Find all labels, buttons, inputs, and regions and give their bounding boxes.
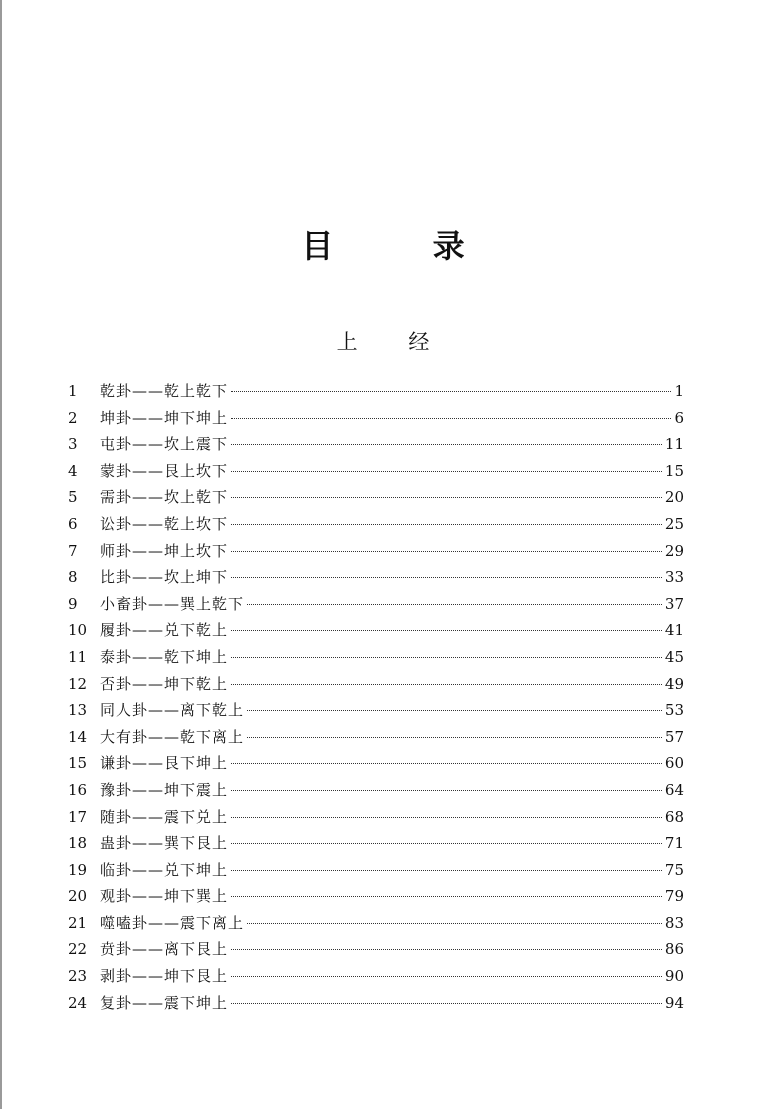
toc-entry[interactable]	[68, 938, 684, 965]
entry-page: 79	[664, 887, 684, 906]
entry-title: 剥卦——坤下艮上	[100, 967, 229, 986]
entry-title: 否卦——坤下乾上	[100, 674, 229, 693]
toc-entry[interactable]	[68, 806, 684, 833]
toc-entry[interactable]	[68, 832, 684, 859]
toc-entry[interactable]	[68, 752, 684, 779]
entry-number: 22	[68, 940, 88, 959]
section-heading: 上 经	[336, 330, 452, 354]
entry-page: 33	[664, 568, 684, 587]
entry-title: 师卦——坤上坎下	[100, 541, 229, 560]
page-edge	[0, 0, 2, 1109]
entry-number: 16	[68, 780, 88, 799]
toc-entry[interactable]	[68, 646, 684, 673]
entry-page: 90	[664, 967, 684, 986]
entry-number: 1	[68, 382, 78, 400]
toc-entry[interactable]	[68, 380, 684, 407]
entry-number: 2	[68, 408, 78, 427]
entry-page: 41	[664, 621, 684, 640]
toc-entry[interactable]	[68, 699, 684, 726]
entry-number: 24	[68, 993, 88, 1012]
entry-title: 比卦——坎上坤下	[100, 568, 229, 587]
dot-leader	[231, 817, 662, 818]
entry-title: 谦卦——艮下坤上	[100, 754, 229, 773]
dot-leader	[247, 737, 662, 738]
entry-title: 同人卦——离下乾上	[100, 701, 245, 720]
toc-entry[interactable]	[68, 566, 684, 593]
toc-entry[interactable]	[68, 486, 684, 513]
entry-page: 57	[664, 727, 684, 746]
dot-leader	[231, 444, 662, 445]
dot-leader	[231, 471, 662, 472]
entry-number: 23	[68, 967, 88, 986]
toc-entry[interactable]	[68, 673, 684, 700]
entry-page: 11	[664, 435, 684, 454]
table-of-contents	[68, 380, 684, 1018]
entry-number: 12	[68, 674, 88, 693]
entry-title: 复卦——震下坤上	[100, 993, 229, 1012]
toc-entry[interactable]	[68, 779, 684, 806]
entry-number: 8	[68, 568, 78, 587]
entry-title: 大有卦——乾下离上	[100, 727, 245, 746]
entry-number: 7	[68, 541, 78, 560]
entry-number: 17	[68, 807, 88, 826]
toc-entry[interactable]	[68, 726, 684, 753]
entry-page: 15	[664, 461, 684, 480]
entry-number: 13	[68, 701, 88, 720]
entry-title: 临卦——兑下坤上	[100, 860, 229, 879]
entry-number: 11	[68, 647, 88, 666]
toc-entry[interactable]	[68, 540, 684, 567]
dot-leader	[231, 870, 662, 871]
entry-number: 4	[68, 461, 78, 480]
entry-title: 豫卦——坤下震上	[100, 780, 229, 799]
entry-title: 履卦——兑下乾上	[100, 621, 229, 640]
entry-number: 6	[68, 514, 78, 533]
dot-leader	[231, 949, 662, 950]
dot-leader	[231, 843, 662, 844]
entry-page: 45	[664, 647, 684, 666]
toc-entry[interactable]	[68, 513, 684, 540]
toc-entry[interactable]	[68, 992, 684, 1019]
entry-title: 屯卦——坎上震下	[100, 435, 229, 454]
dot-leader	[231, 551, 662, 552]
entry-page: 60	[664, 754, 684, 773]
toc-entry[interactable]	[68, 859, 684, 886]
entry-title: 随卦——震下兑上	[100, 807, 229, 826]
toc-entry[interactable]	[68, 965, 684, 992]
entry-number: 20	[68, 887, 88, 906]
dot-leader	[231, 497, 662, 498]
dot-leader	[231, 896, 662, 897]
entry-title: 贲卦——离下艮上	[100, 940, 229, 959]
toc-entry[interactable]	[68, 593, 684, 620]
entry-number: 19	[68, 860, 88, 879]
entry-number: 21	[68, 913, 88, 932]
entry-title: 观卦——坤下巽上	[100, 887, 229, 906]
dot-leader	[231, 657, 662, 658]
dot-leader	[247, 923, 662, 924]
toc-entry[interactable]	[68, 407, 684, 434]
entry-title: 蛊卦——巽下艮上	[100, 834, 229, 853]
entry-number: 15	[68, 754, 88, 773]
entry-title: 噬嗑卦——震下离上	[100, 913, 245, 932]
dot-leader	[247, 710, 662, 711]
entry-title: 坤卦——坤下坤上	[100, 408, 229, 427]
entry-page: 94	[664, 993, 684, 1012]
dot-leader	[231, 790, 662, 791]
entry-title: 需卦——坎上乾下	[100, 488, 229, 507]
entry-page: 64	[664, 780, 684, 799]
entry-page: 49	[664, 674, 684, 693]
toc-entry[interactable]	[68, 433, 684, 460]
entry-number: 10	[68, 621, 88, 640]
entry-title: 泰卦——乾下坤上	[100, 647, 229, 666]
dot-leader	[231, 577, 662, 578]
dot-leader	[231, 391, 671, 392]
entry-page: 1	[674, 382, 684, 400]
entry-page: 25	[664, 514, 684, 533]
entry-page: 71	[664, 834, 684, 853]
dot-leader	[231, 684, 662, 685]
entry-number: 5	[68, 488, 78, 507]
entry-title: 乾卦——乾上乾下	[100, 382, 229, 400]
entry-title: 讼卦——乾上坎下	[100, 514, 229, 533]
dot-leader	[231, 524, 662, 525]
entry-number: 9	[68, 594, 78, 613]
entry-title: 小畜卦——巽上乾下	[100, 594, 245, 613]
entry-page: 83	[664, 913, 684, 932]
dot-leader	[231, 418, 671, 419]
entry-page: 68	[664, 807, 684, 826]
entry-title: 蒙卦——艮上坎下	[100, 461, 229, 480]
entry-page: 6	[674, 408, 684, 427]
entry-page: 20	[664, 488, 684, 507]
dot-leader	[231, 1003, 662, 1004]
entry-page: 86	[664, 940, 684, 959]
entry-number: 3	[68, 435, 78, 454]
entry-number: 18	[68, 834, 88, 853]
entry-page: 37	[664, 594, 684, 613]
dot-leader	[247, 604, 662, 605]
toc-entry[interactable]	[68, 912, 684, 939]
entry-page: 75	[664, 860, 684, 879]
entry-number: 14	[68, 727, 88, 746]
dot-leader	[231, 976, 662, 977]
page-title: 目 录	[301, 227, 509, 265]
dot-leader	[231, 763, 662, 764]
toc-entry[interactable]	[68, 619, 684, 646]
dot-leader	[231, 630, 662, 631]
toc-entry[interactable]	[68, 460, 684, 487]
entry-page: 29	[664, 541, 684, 560]
toc-entry[interactable]	[68, 885, 684, 912]
entry-page: 53	[664, 701, 684, 720]
